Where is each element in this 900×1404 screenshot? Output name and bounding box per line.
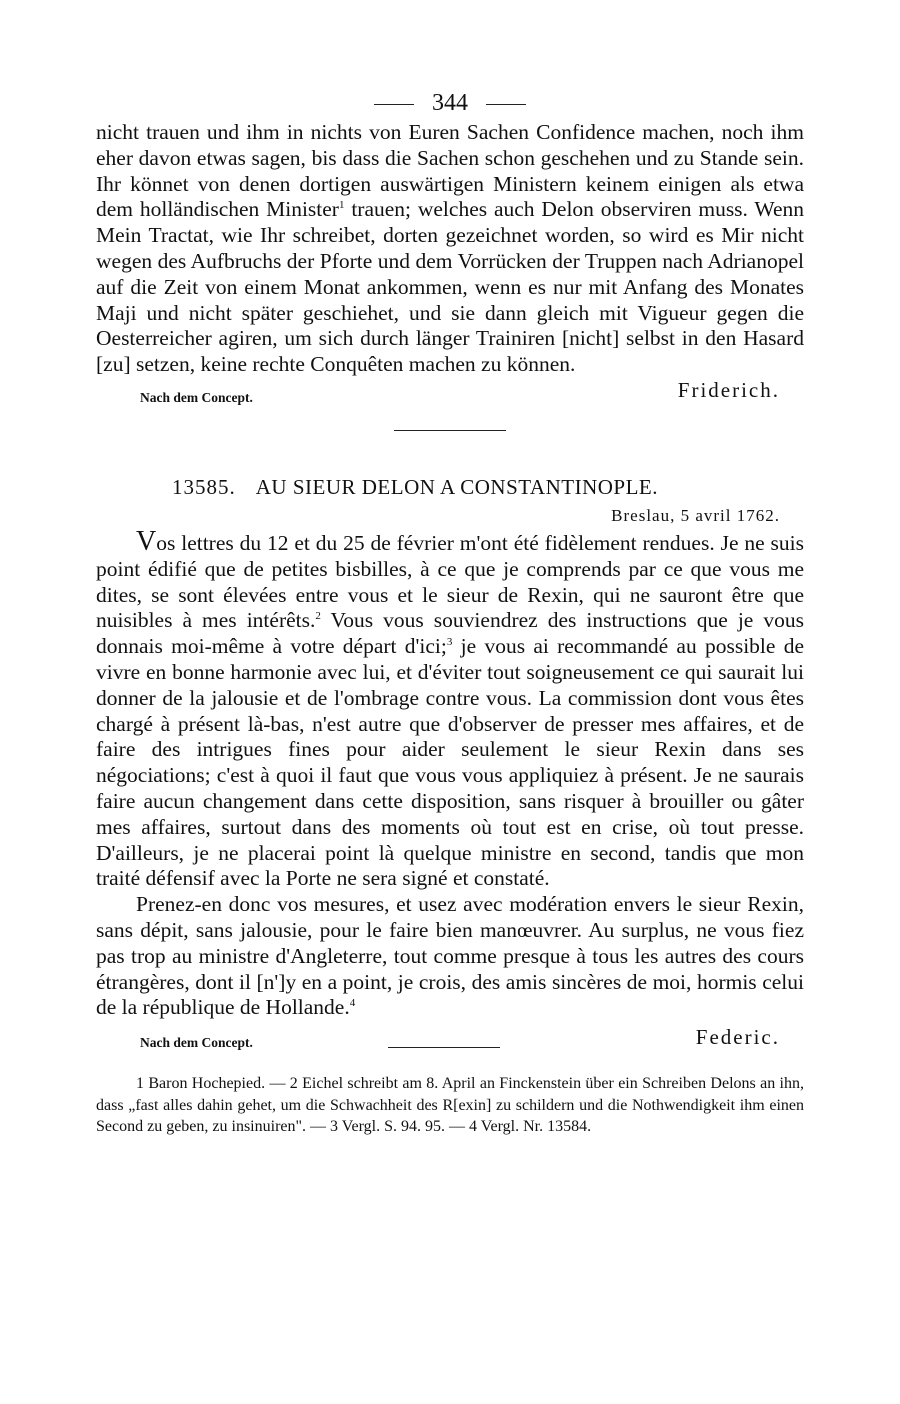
letter2-number: 13585. <box>172 474 236 499</box>
footnote-divider <box>388 1047 500 1048</box>
page-number-dash-left <box>374 104 414 105</box>
footnote-ref-2: 2 <box>315 610 321 623</box>
footnote-ref-1: 1 <box>338 199 345 212</box>
footnote-ref-3: 3 <box>446 636 453 649</box>
letter2-p1-b: Vous vous souviendrez des instructions que je vous donnais moi-même à votre départ d'ici; <box>96 608 804 659</box>
letter2-title: AU SIEUR DELON A CONSTANTINOPLE. <box>255 474 658 499</box>
letter2-source: Nach dem Concept. <box>140 1035 253 1051</box>
letter2-paragraph-2 <box>96 892 804 1021</box>
letter2-p1-a: os lettres du 12 et du 25 de février m'ont été fidèlement rendues. Je ne suis point édifié que de petites bisbilles, à ce que je comprends par ce que vous me dites, se sont élevées entre vous et le sieur de Rexin, qui ne sauront être que nuisibles à mes intérêts. <box>96 530 804 633</box>
letter2-p1-c: je vous ai recommandé au possible de vivre en bonne harmonie avec lui, et d'éviter tout soigneusement ce qui saurait lui donner de la jalousie et de l'ombrage contre vous. La commission dont vous êtes chargé à présent là-bas, n'est autre que d'observer de presser mes affaires, et de faire des intrigues fines pour aider seulement le sieur Rexin dans ses négociations; c'est à quoi il faut que vous vous appliquiez à présent. Je ne saurais faire aucun changement dans cette disposition, sans risquer à brouiller ou gâter mes affaires, surtout dans des moments où tout est en crise, où tout presse. D'ailleurs, je ne placerai point là quelque ministre en second, tandis que mon traité défensif avec la Porte ne sera signé et constaté. <box>96 634 804 891</box>
section-divider <box>394 430 506 431</box>
page-number-line <box>96 86 804 120</box>
page-number: 344 <box>432 90 468 116</box>
letter1-text-b: trauen; welches auch Delon observiren muss. Wenn Mein Tractat, wie Ihr schreibet, dorten gezeichnet worden, so wird es Mir nicht wegen des Aufbruchs der Pforte und dem Vorrücken der Truppen nach Adrianopel auf die Zeit von einem Monat ankommen, wenn es nur mit Anfang des Monates Maji und nicht später geschiehet, und sie dann gleich mit Vigueur gegen die Oesterreicher agiren, um sich durch länger Trainiren [nicht] selbst in den Hasard [zu] setzen, keine rechte Conquêten machen zu können. <box>96 197 804 377</box>
letter2-dateline: Breslau, 5 avril 1762. <box>611 505 780 525</box>
letter2-footer <box>96 1025 804 1059</box>
letter2-signature: Federic. <box>695 1025 780 1050</box>
letter2-dropcap: V <box>136 525 157 557</box>
letter1-text <box>96 120 804 378</box>
footnotes: 1 Baron Hochepied. — 2 Eichel schreibt am 8. April an Finckenstein über ein Schreiben Delons an ihn, dass „fast alles dahin gehet, um die Schwachheit des R[exin] zu schildern und die Nothwendigkeit ihm einen Second zu geben, zu insinuiren". — 3 Vergl. S. 94. 95. — 4 Vergl. Nr. 13584. <box>96 1075 804 1136</box>
letter1-text-a: nicht trauen und ihm in nichts von Euren Sachen Confidence machen, noch ihm eher davon etwas sagen, bis dass die Sachen schon geschehen und zu Stande sein. Ihr könnet von denen dortigen auswärtigen Ministern keinem einigen als etwa dem holländischen Minister <box>96 120 804 222</box>
letter2-paragraph-1 <box>96 525 804 892</box>
letter2-p2-text: Prenez-en donc vos mesures, et usez avec modération envers le sieur Rexin, sans dépit, sans jalousie, pour le faire bien manœuvrer. Au surplus, ne vous fiez pas trop au ministre d'Angleterre, tout comme presque à tous les autres des cours étrangères, dont il [n']y en a point, je crois, des amis sincères de moi, hormis celui de la république de Hollande. <box>96 892 804 1020</box>
letter2-heading <box>96 471 804 503</box>
document-page <box>96 86 804 1154</box>
letter1-footer <box>96 378 804 408</box>
letter1-signature: Friderich. <box>677 377 780 402</box>
letter1-source: Nach dem Concept. <box>140 389 253 405</box>
page-number-dash-right <box>486 104 526 105</box>
footnote-ref-4: 4 <box>349 997 356 1010</box>
